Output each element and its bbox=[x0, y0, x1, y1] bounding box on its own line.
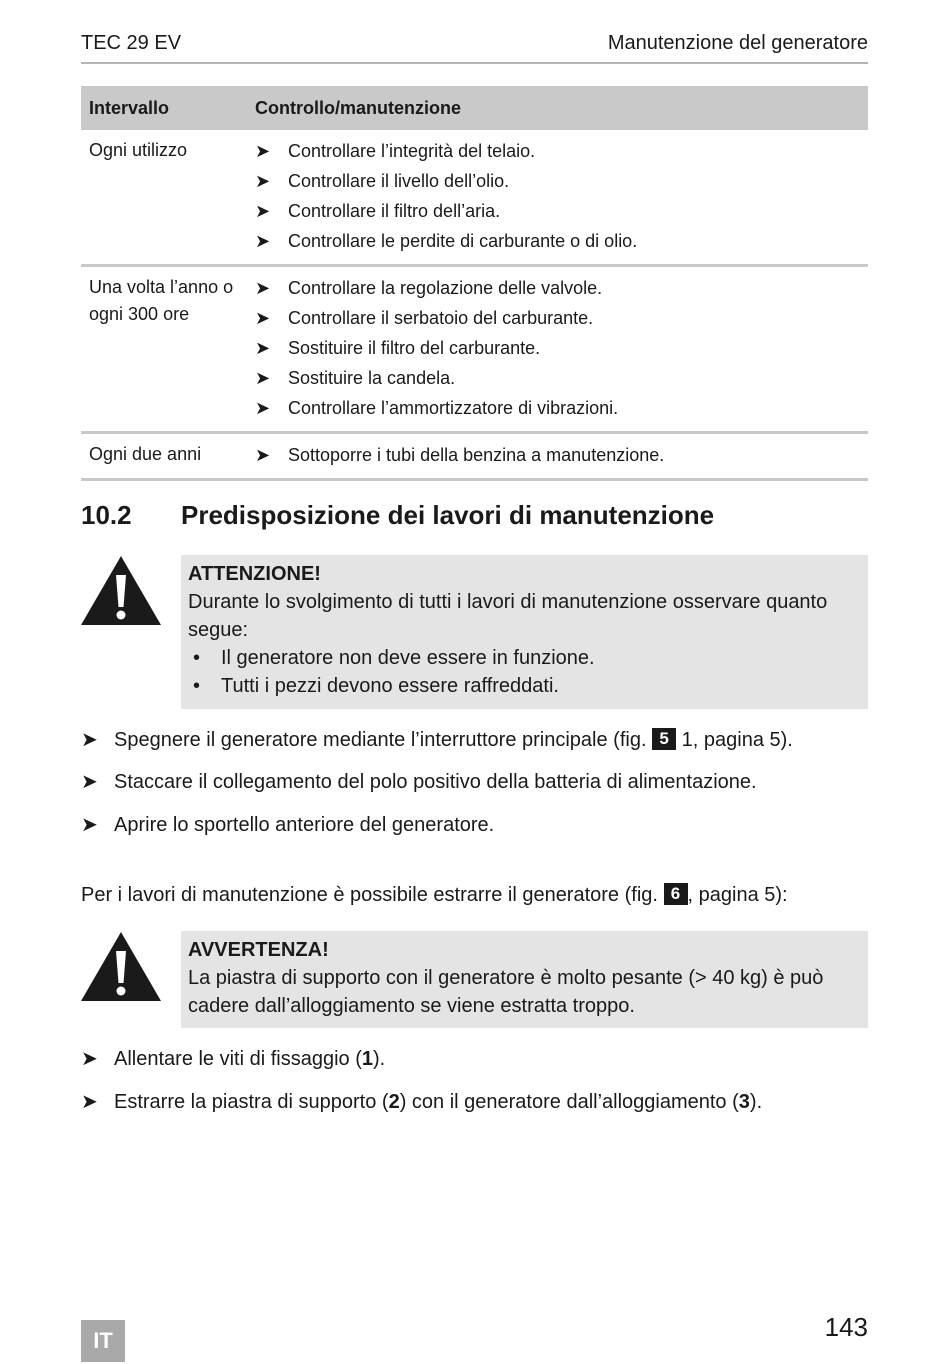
task-item: ➤ Controllare il filtro dell’aria. bbox=[255, 196, 860, 226]
arrow-icon: ➤ bbox=[81, 1048, 98, 1070]
arrow-icon: ➤ bbox=[81, 771, 98, 793]
task-item: ➤ Controllare il serbatoio del carburante. bbox=[255, 303, 860, 333]
section-title: Predisposizione dei lavori di manutenzione bbox=[181, 500, 715, 530]
maintenance-table bbox=[81, 86, 868, 481]
task-item: ➤ Controllare la regolazione delle valvole. bbox=[255, 273, 860, 303]
intro-paragraph: Per i lavori di manutenzione è possibile estrarre il generatore (fig. 6 , pagina 5): bbox=[81, 884, 788, 906]
task-item: ➤ Controllare le perdite di carburante o di olio. bbox=[255, 226, 860, 256]
warning-triangle-icon bbox=[80, 931, 162, 1003]
step-item: ➤ Aprire lo sportello anteriore del generatore. bbox=[81, 811, 494, 839]
task-item: ➤ Controllare il livello dell’olio. bbox=[255, 166, 860, 196]
interval-cell: Ogni utilizzo bbox=[81, 130, 247, 266]
arrow-icon: ➤ bbox=[255, 231, 271, 251]
section-number: 10.2 bbox=[81, 500, 132, 530]
interval-cell: Una volta l’anno o ogni 300 ore bbox=[81, 266, 247, 433]
arrow-icon: ➤ bbox=[255, 445, 271, 465]
tasks-cell bbox=[247, 266, 868, 433]
caution-text: Durante lo svolgimento di tutti i lavori di manutenzione osservare quanto segue: bbox=[188, 591, 828, 641]
interval-cell: Ogni due anni bbox=[81, 433, 247, 480]
language-badge: IT bbox=[81, 1320, 125, 1362]
page-number: 143 bbox=[824, 1312, 868, 1342]
section-heading bbox=[81, 500, 714, 531]
arrow-icon: ➤ bbox=[81, 814, 98, 836]
step-item: ➤ Spegnere il generatore mediante l’interruttore principale (fig. 5 1, pagina 5). bbox=[81, 726, 793, 754]
task-item: ➤ Sottoporre i tubi della benzina a manutenzione. bbox=[255, 440, 860, 470]
warning-text: La piastra di supporto con il generatore è molto pesante (> 40 kg) è può cadere dall’alloggiamento se viene estratta troppo. bbox=[188, 967, 824, 1017]
arrow-icon: ➤ bbox=[255, 201, 271, 221]
figure-reference: 6 bbox=[664, 883, 688, 905]
arrow-icon: ➤ bbox=[255, 338, 271, 358]
table-row bbox=[81, 130, 868, 266]
table-row bbox=[81, 266, 868, 433]
caution-bullet: • Il generatore non deve essere in funzione. bbox=[188, 644, 860, 672]
step-item: ➤ Staccare il collegamento del polo positivo della batteria di alimentazione. bbox=[81, 768, 757, 796]
caution-bullet: • Tutti i pezzi devono essere raffreddati. bbox=[188, 672, 860, 700]
arrow-icon: ➤ bbox=[255, 171, 271, 191]
arrow-icon: ➤ bbox=[255, 308, 271, 328]
header-chapter: Manutenzione del generatore bbox=[607, 32, 868, 54]
task-item: ➤ Sostituire la candela. bbox=[255, 363, 860, 393]
arrow-icon: ➤ bbox=[81, 1091, 98, 1113]
table-header-row bbox=[81, 86, 868, 130]
arrow-icon: ➤ bbox=[81, 729, 98, 751]
tasks-cell bbox=[247, 130, 868, 266]
arrow-icon: ➤ bbox=[255, 368, 271, 388]
figure-reference: 5 bbox=[652, 728, 676, 750]
tasks-cell bbox=[247, 433, 868, 480]
header-model: TEC 29 EV bbox=[81, 32, 182, 54]
page-header bbox=[81, 30, 868, 64]
caution-title: ATTENZIONE! bbox=[188, 563, 321, 585]
warning-triangle-icon bbox=[80, 555, 162, 627]
step-item: ➤ Estrarre la piastra di supporto (2) con il generatore dall’alloggiamento (3). bbox=[81, 1088, 762, 1116]
column-header-interval: Intervallo bbox=[81, 86, 247, 130]
table-row bbox=[81, 433, 868, 480]
warning-title: AVVERTENZA! bbox=[188, 939, 329, 961]
column-header-check: Controllo/manutenzione bbox=[247, 86, 868, 130]
task-item: ➤ Controllare l’ammortizzatore di vibrazioni. bbox=[255, 393, 860, 423]
caution-box bbox=[181, 555, 868, 709]
arrow-icon: ➤ bbox=[255, 278, 271, 298]
step-item: ➤ Allentare le viti di fissaggio (1). bbox=[81, 1045, 385, 1073]
task-item: ➤ Sostituire il filtro del carburante. bbox=[255, 333, 860, 363]
task-item: ➤ Controllare l’integrità del telaio. bbox=[255, 136, 860, 166]
arrow-icon: ➤ bbox=[255, 141, 271, 161]
arrow-icon: ➤ bbox=[255, 398, 271, 418]
warning-box bbox=[181, 931, 868, 1028]
